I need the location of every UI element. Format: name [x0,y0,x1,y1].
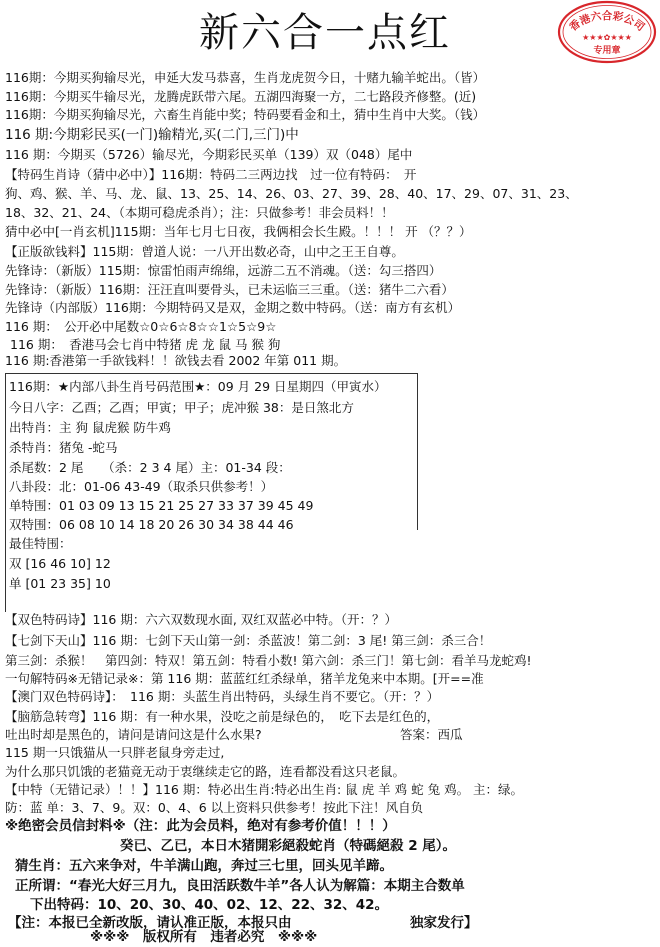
seal-stars: ★★★✿★★★ [582,33,632,42]
best-range-double: 双 [16 46 10] 12 [9,556,111,571]
bagua-box-line: 八卦段：北：01-06 43-49（取杀只供参考！） [9,479,274,494]
riddle-question-line: 【脑筋急转弯】116 期：有一种水果，没吃之前是绿色的， 吃下去是红色的， [5,709,440,724]
first-hand-tip-line: 116 期:香港第一手欲钱料！！欲钱去看 2002 年第 011 期。 [5,353,347,368]
special-numbers-line: 下出特码：10、20、30、40、02、12、22、32、42。 [30,897,389,913]
forecast-line: 116期：今期买狗输尽光，申延大发马恭喜，生肖龙虎贺今日，十赌九输羊蛇出。（皆） [5,70,486,85]
macau-poem-line: 【澳门双色特码诗】： 116 期：头蓝生肖出特码，头绿生肖不要它。（开：？） [5,689,440,704]
bagua-box-border [5,529,6,612]
edition-note-right: 独家发行】 [410,915,478,931]
edition-note-left: 【注：本报已全新改版，请认准正版，本报只由 [8,915,292,931]
two-color-poem-line: 【双色特码诗】116 期：六六双数现水面, 双红双蓝必中特。（开：？） [5,612,398,627]
seven-swords-line: 第三剑：杀猴！ 第四剑：特双！第五剑：特看小数! 第六剑：杀三门！第七剑：看羊马龙蛇鸡! [5,653,532,668]
riddle-question-text: 吐出时却是黑色的，请问是请问这是什么水果? [5,727,262,742]
genuine-tip-line: 【正版欲钱料】115期：曾道人说：一八开出数必奇，山中之王王自尊。 [5,244,404,259]
defense-line: 防：蓝 单：3、7、9。双：0、4、6 以上资料只供参考！按此下注！风自负 [5,800,424,815]
zodiac-number-list: 狗、鸡、猴、羊、马、龙、鼠、13、25、14、26、03、27、39、28、40、17、29、07、31、23、 [5,186,578,201]
best-range-single: 单 [01 23 35] 10 [9,576,111,591]
cat-riddle-line: 为什么那只饥饿的老猫竟无动于衷继续走它的路，连看都没看这只老鼠。 [5,764,406,779]
seven-zodiac-line: 116 期： 香港马会七肖中特猪 虎 龙 鼠 马 猴 狗 [10,337,281,352]
cat-riddle-line: 115 期一只饿猫从一只胖老鼠身旁走过, [5,745,225,760]
seal-arc-text: 香港六合彩公司 [567,9,647,34]
riddle-answer: 答案：西瓜 [400,727,463,742]
zodiac-poem-line: 【特码生肖诗（猜中必中）】116期：特码二三两边找 过一位有特码： 开 [5,167,417,182]
best-range-label: 最佳特围： [9,536,72,551]
svg-text:香港六合彩公司 [567,9,647,34]
kill-zodiac-line: 癸已、乙已，本日木猪開彩絕殺蛇肖（特碼絕殺 2 尾）。 [120,838,457,854]
saying-line: 正所谓：“春光大好三月九，良田活跃数牛羊”各人认为解篇：本期主合数单 [15,878,465,894]
forecast-line: 116期：今期买牛输尽光，龙腾虎跃带六尾。五湖四海聚一方，二七路段齐修整。(近) [5,89,477,104]
seal-bottom-text: 专用章 [593,46,621,56]
pioneer-poem-line: 先锋诗：（新版）115期：惊雷怕雨声绵绵，远游二五不消魂。（送：勾三搭四） [5,263,442,278]
guess-zodiac-line: 猜生肖：五六来争对，牛羊满山跑，奔过三七里，回头见羊蹄。 [15,858,393,874]
zodiac-number-list: 18、32、21、24、（本期可稳虎杀肖）；注：只做参考！非会员料！！ [5,205,394,220]
bagua-box-line: 杀尾数：2 尾 （杀：2 3 4 尾）主：01-34 段： [9,460,291,475]
one-sentence-tip-line: 一句解特码※无错记录※：第 116 期：蓝蓝红红杀绿单，猪羊龙兔来中本期。[开==准 [5,671,484,686]
bagua-box-line: 杀特肖：猪兔 -蛇马 [9,440,118,455]
page-title: 新六合一点红 [199,10,451,56]
bagua-box-line: 出特肖：主 狗 鼠虎猴 防牛鸡 [9,420,171,435]
pioneer-poem-line: 先锋诗（内部版）116期：今期特码又是双，金期之数中特码。（送：南方有玄机） [5,300,461,315]
secret-member-header: ※绝密会员信封料※（注：此为会员料，绝对有参考价值！！！） [5,818,396,834]
forecast-line: 116 期：今期买（5726）输尽光，今期彩民买单（139）双（048）尾中 [5,147,413,162]
forecast-line: 116期：今期买狗输尽光，六畜生肖能中奖；特码要看金和土，猜中生肖中大奖。（钱） [5,107,486,122]
double-number-range: 双特围：06 08 10 14 18 20 26 30 34 38 44 46 [9,517,294,532]
riddle-question-line [5,726,656,744]
company-seal-stamp [556,0,658,64]
tail-number-line: 116 期： 公开必中尾数☆0☆6☆8☆☆1☆5☆9☆ [5,319,277,334]
bagua-box-line: 今日八字：乙酉；乙酉；甲寅；甲子；虎冲猴 38：是日煞北方 [9,400,354,415]
mystery-zodiac-line: 猜中必中[一肖玄机]115期：当年七月七日夜，我俩相会长生殿。！！！ 开 （？？） [5,224,472,239]
seven-swords-line: 【七剑下天山】116 期：七剑下天山第一剑：杀蓝波！第二剑：3 尾! 第三剑：杀三合！ [5,633,492,648]
must-win-zodiac-line: 【中特（无错记录）！！】116 期：特必出生肖:特必出生肖: 鼠 虎 羊 鸡 蛇 兔 鸡。 主：绿。 [5,782,524,797]
bagua-box-header: 116期：★内部八卦生肖号码范围★：09 月 29 日星期四（甲寅水） [9,379,387,394]
copyright-line: ※※※ 版权所有 违者必究 ※※※ [90,929,318,945]
forecast-line: 116 期:今期彩民买(一门)输精光,买(二门,三门)中 [5,127,299,143]
pioneer-poem-line: 先锋诗：（新版）116期：汪汪直叫要骨头，已未运临三三重。（送：猪牛二六看） [5,282,454,297]
single-number-range: 单特围：01 03 09 13 15 21 25 27 33 37 39 45 49 [9,498,314,513]
